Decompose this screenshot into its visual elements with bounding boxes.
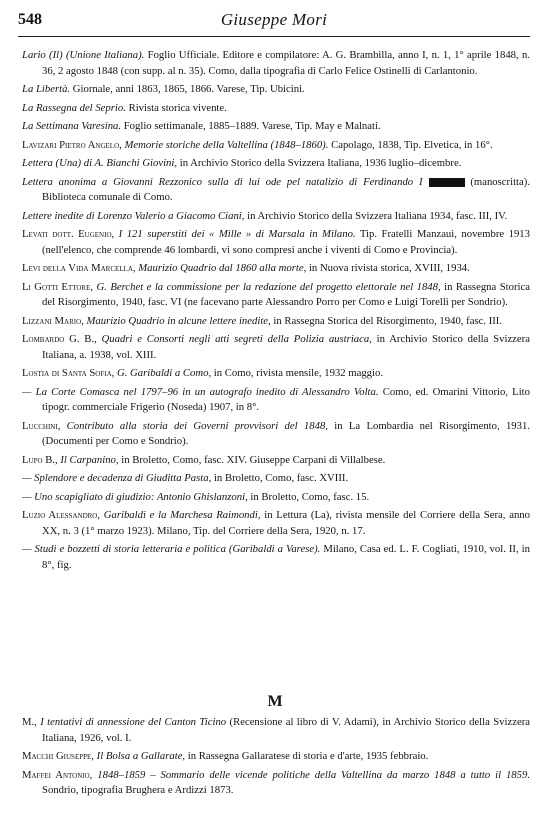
entry-title: La Settimana Varesina. xyxy=(22,120,122,132)
bibliography-entry xyxy=(22,119,530,135)
page-header xyxy=(18,8,530,34)
bibliography-entry xyxy=(22,82,530,98)
entry-author: Lizzani Mario, xyxy=(22,314,84,327)
entry-details: Rivista storica vivente. xyxy=(125,101,227,114)
section-letter-heading: M xyxy=(267,693,283,710)
entry-title: Quadri e Consorti negli atti segreti della Polizia austriaca, xyxy=(96,333,372,345)
entry-author: Maffei Antonio, xyxy=(22,768,93,781)
entry-details: Giornale, anni 1863, 1865, 1866. Varese, Tip. Ubicini. xyxy=(70,83,305,95)
entry-title: Contributo alla storia dei Governi provvisori del 1848, xyxy=(60,419,328,432)
entry-title: Maurizio Quadrio dal 1860 alla morte, xyxy=(135,262,307,274)
bibliography-section-m xyxy=(22,715,530,802)
entry-details: Como, ed. Omarini Vittorio, Lito tipogr. commerciale Frigerio (Noseda) 1907, in 8°. xyxy=(42,385,530,413)
bibliography-entry xyxy=(22,314,530,330)
entry-details: in Broletto, Como, fasc. XVIII. xyxy=(211,472,349,484)
entry-title: I 121 superstiti dei « Mille » di Marsala in Milano. xyxy=(114,228,356,240)
entry-title: La Rassegna del Seprio. xyxy=(22,101,126,114)
bibliography-entry xyxy=(22,542,530,573)
entry-details: in Archivio Storico della Svizzera Italiana 1934, fasc. III, IV. xyxy=(244,209,508,222)
entry-author: Levati dott. Eugenio, xyxy=(22,228,115,240)
bibliography-entry xyxy=(22,419,530,450)
entry-author: Lostia di Santa Sofia, xyxy=(22,367,115,379)
bibliography-entry xyxy=(22,280,530,311)
running-title: Giuseppe Mori xyxy=(220,10,328,29)
entry-title: — Studi e bozzetti di storia letteraria e politica (Garibaldi a Varese). xyxy=(22,543,321,555)
entry-title: La Libertà. xyxy=(22,83,71,95)
entry-title: Lettere inedite di Lorenzo Valerio a Giacomo Ciani, xyxy=(22,209,245,222)
entry-details: Tip. Fratelli Manzaui, novembre 1913 (nell'elenco, che comprende 46 lombardi, vi sono compresi anche i viventi di Como e Provincia). xyxy=(42,228,530,256)
entry-details: in Lettura (La), rivista mensile del Corriere della Sera, anno XX, n. 3 (1° marzo 1923). Milano, Tip. del Corriere della Sera, 1920, n. 17. xyxy=(42,509,530,537)
bibliography-entry xyxy=(22,385,530,416)
entry-title: I tentativi di annessione del Canton Ticino xyxy=(36,716,227,728)
bibliography-section-l xyxy=(22,48,530,576)
page-number: 548 xyxy=(18,11,42,28)
header-rule xyxy=(18,36,530,37)
bibliography-entry xyxy=(22,209,530,225)
entry-details: in Rassegna Storica del Risorgimento, 1940, fasc. VI (ne facevano parte Alessandro Porro per Como e Luigi Torelli per Sondrio). xyxy=(42,280,530,308)
entry-title: Lettera (Una) di A. Bianchi Giovini, xyxy=(22,157,178,169)
bibliography-entry xyxy=(22,768,530,799)
entry-details: Capolago, 1838, Tip. Elvetica, in 16°. xyxy=(328,138,493,151)
entry-author: Macchi Giuseppe, xyxy=(22,750,94,762)
entry-details: in Nuova rivista storica, XVIII, 1934. xyxy=(306,262,470,274)
bibliography-entry xyxy=(22,471,530,487)
bibliography-entry xyxy=(22,508,530,539)
bibliography-entry xyxy=(22,156,530,172)
bibliography-entry xyxy=(22,453,530,469)
entry-details: (Recensione al libro di V. Adami), in Archivio Storico della Svizzera Italiana, 1926, vol. I. xyxy=(42,716,531,744)
entry-author: M., xyxy=(22,716,37,728)
entry-details: in Rassegna Storica del Risorgimento, 1940, fasc. III. xyxy=(270,314,503,327)
entry-details: Foglio settimanale, 1885–1889. Varese, Tip. May e Malnati. xyxy=(121,120,381,132)
entry-title: Maurizio Quadrio in alcune lettere inedite, xyxy=(83,314,271,327)
entry-details: in La Lombardia nel Risorgimento, 1931. (Documenti per Como e Sondrio). xyxy=(42,419,530,447)
entry-title: — Uno scapigliato di giudizio: Antonio Ghislanzoni, xyxy=(22,490,248,503)
entry-title: Il Bolsa a Gallarate, xyxy=(93,750,186,762)
entry-author: Lucchini, xyxy=(22,419,61,432)
entry-details: in Archivio Storico della Svizzera Italiana, 1936 luglio–dicembre. xyxy=(177,157,462,169)
entry-details: in Broletto, Como, fasc. XIV. Giuseppe Carpani di Villalbese. xyxy=(118,453,386,466)
entry-details: Sondrio, tipografia Brughera e Ardizzi 1873. xyxy=(42,784,234,796)
bibliography-entry xyxy=(22,332,530,363)
entry-details: in Como, rivista mensile, 1932 maggio. xyxy=(211,367,384,379)
bibliography-entry xyxy=(22,749,530,765)
entry-details: Foglio Ufficiale. Editore e compilatore: A. G. Brambilla, anno I, n. 1, 1° aprile 1848, n. 36, 2 agosto 1848 (con supp. al n. 35). Como, dalla tipografia di Carlo Felice Ostinelli di Carlantonio. xyxy=(42,49,530,77)
bibliography-entry xyxy=(22,261,530,277)
bibliography-entry xyxy=(22,715,530,746)
entry-title: Lario (Il) (Unione Italiana). xyxy=(22,49,145,61)
entry-title: Memorie storiche della Valtellina (1848–1860). xyxy=(121,138,329,151)
entry-title: — La Corte Comasca nel 1797–96 in un autografo inedito di Alessandro Volta. xyxy=(22,385,379,398)
entry-author: Lavizari Pietro Angelo, xyxy=(22,138,122,151)
bibliography-entry xyxy=(22,48,530,79)
bibliography-entry xyxy=(22,490,530,506)
bibliography-entry xyxy=(22,366,530,382)
entry-title: Garibaldi e la Marchesa Raimondi, xyxy=(100,509,261,521)
entry-details: in Rassegna Gallaratese di storia e d'arte, 1935 febbraio. xyxy=(185,750,429,762)
entry-author: Lupo B., xyxy=(22,453,58,466)
entry-title: Lettera anonima a Giovanni Rezzonico sulla di lui ode pel natalizio di Ferdinando I xyxy=(22,175,423,188)
entry-details: in Broletto, Como, fasc. 15. xyxy=(247,490,370,503)
bibliography-entry xyxy=(22,227,530,258)
entry-details: (manoscritta). Biblioteca comunale di Como. xyxy=(42,175,530,203)
entry-author: Lombardo G. B., xyxy=(22,333,97,345)
entry-title: 1848–1859 – Sommario delle vicende politiche della Valtellina da marzo 1848 a tutto il 1859. xyxy=(92,768,530,781)
entry-title: Il Carpanino, xyxy=(57,453,119,466)
entry-author: Levi della Vida Marcella, xyxy=(22,262,136,274)
bibliography-entry xyxy=(22,101,530,117)
entry-title: G. Garibaldi a Como, xyxy=(114,367,212,379)
redaction-mark xyxy=(429,178,465,187)
entry-title: — Splendore e decadenza di Giuditta Pasta, xyxy=(22,472,212,484)
bibliography-entry xyxy=(22,175,530,206)
entry-author: Luzio Alessandro, xyxy=(22,509,101,521)
entry-author: Li Gotti Ettore, xyxy=(22,280,94,293)
entry-title: G. Berchet e la commissione per la redazione del progetto elettorale nel 1848, xyxy=(93,280,441,293)
entry-details: Milano, Casa ed. L. F. Cogliati, 1910, vol. II, in 8°, fig. xyxy=(42,543,530,571)
entry-details: in Archivio Storico della Svizzera Italiana, a. 1938, vol. XIII. xyxy=(42,333,530,361)
bibliography-entry xyxy=(22,138,530,154)
